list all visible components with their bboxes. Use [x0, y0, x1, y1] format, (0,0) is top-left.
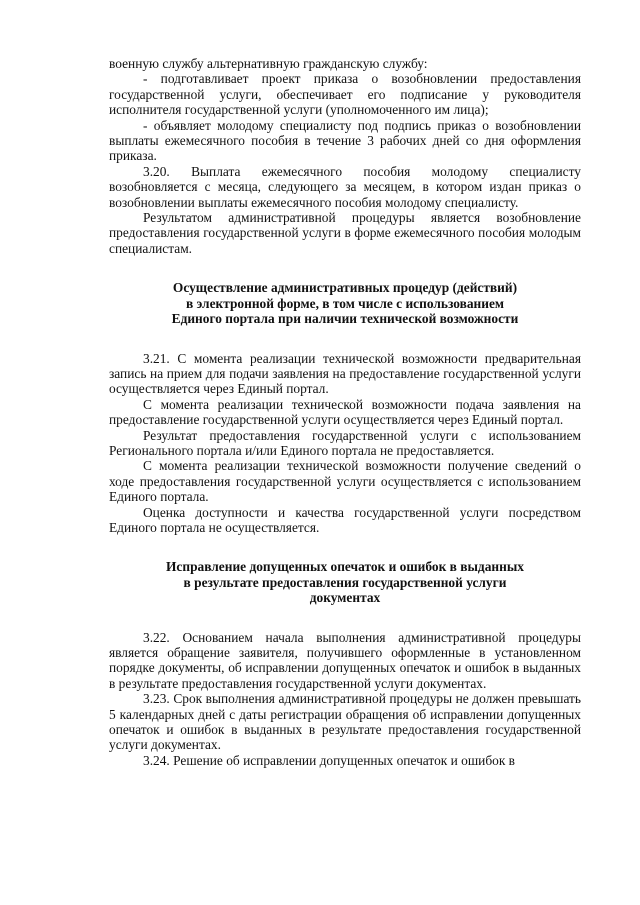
- section-heading-line: Единого портала при наличии технической возможности: [171, 311, 519, 327]
- spacer: [109, 535, 581, 559]
- section-heading: [109, 559, 581, 605]
- paragraph: - подготавливает проект приказа о возобновлении предоставления государственной услуги, обеспечивает его подписание у руководителя исполнителя государственной услуги (уполномоченного им лица);: [109, 71, 581, 118]
- paragraph: Оценка доступности и качества государственной услуги посредством Единого портала не осуществляется.: [109, 504, 581, 535]
- spacer: [109, 327, 581, 351]
- section-heading: [109, 280, 581, 326]
- document-page: [109, 56, 581, 768]
- paragraph: 3.22. Основанием начала выполнения административной процедуры является обращение заявителя, получившего оформленные в установленном порядке документы, об исправлении допущенных опечаток и ошибок в выданных в результате предоставления государственной услуги документах.: [109, 629, 581, 691]
- paragraph: 3.23. Срок выполнения административной процедуры не должен превышать 5 календарных дней с даты регистрации обращения об исправлении допущенных опечаток и ошибок в выданных в результате предоставления государственной услуги документах.: [109, 691, 581, 753]
- paragraph: - объявляет молодому специалисту под подпись приказ о возобновлении выплаты ежемесячного пособия в течение 3 рабочих дней со дня оформления приказа.: [109, 117, 581, 164]
- section-heading-line: в результате предоставления государственной услуги: [183, 574, 507, 590]
- paragraph: военную службу альтернативную гражданскую службу:: [109, 56, 428, 71]
- section-heading-line: в электронной форме, в том числе с использованием: [185, 295, 505, 311]
- spacer: [109, 256, 581, 280]
- paragraph: Результат предоставления государственной услуги с использованием Регионального портала и/или Единого портала не предоставляется.: [109, 427, 581, 458]
- paragraph: Результатом административной процедуры является возобновление предоставления государственной услуги в форме ежемесячного пособия молодым специалистам.: [109, 210, 581, 256]
- paragraph: 3.20. Выплата ежемесячного пособия молодому специалисту возобновляется с месяца, следующего за месяцем, в котором издан приказ о возобновлении выплаты ежемесячного пособия молодому специалисту.: [109, 163, 581, 210]
- paragraph: С момента реализации технической возможности подача заявления на предоставление государственной услуги осуществляется через Единый портал.: [109, 396, 581, 428]
- paragraph: 3.24. Решение об исправлении допущенных опечаток и ошибок в: [143, 752, 516, 768]
- spacer: [109, 606, 581, 630]
- section-heading-line: документах: [309, 590, 381, 606]
- section-heading-line: Осуществление административных процедур (действий): [172, 280, 518, 296]
- section-heading-line: Исправление допущенных опечаток и ошибок в выданных: [166, 559, 524, 575]
- paragraph: 3.21. С момента реализации технической возможности предварительная запись на прием для подачи заявления на предоставление государственной услуги осуществляется через Единый портал.: [109, 350, 581, 397]
- paragraph: С момента реализации технической возможности получение сведений о ходе предоставления государственной услуги осуществляется с использованием Единого портала.: [109, 458, 581, 505]
